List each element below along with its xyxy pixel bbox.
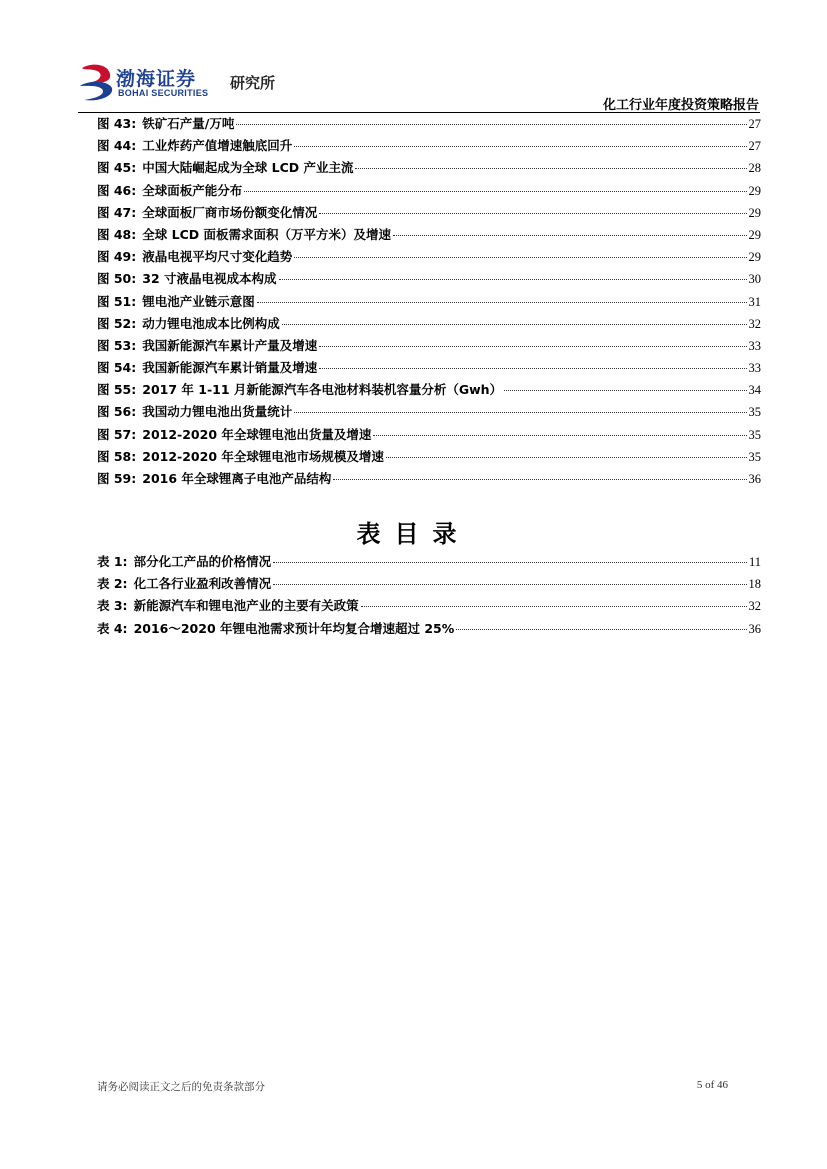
dot-leader	[294, 146, 746, 147]
logo-english-name: BOHAI SECURITIES	[118, 88, 209, 98]
figure-page-number: 35	[748, 405, 761, 420]
figure-entry[interactable]	[97, 136, 761, 158]
figure-number: 图 49:	[97, 249, 137, 265]
figure-page-number: 35	[748, 449, 761, 464]
figure-title: 铁矿石产量/万吨	[142, 116, 235, 131]
figure-number: 图 56:	[97, 404, 137, 420]
logo-institute: 研究所	[230, 74, 276, 92]
figure-title: 2016 年全球锂离子电池产品结构	[142, 471, 332, 486]
figure-number: 图 48:	[97, 226, 137, 242]
dot-leader	[282, 324, 747, 325]
figure-entry[interactable]	[97, 336, 761, 358]
figure-title: 全球 LCD 面板需求面积（万平方米）及增速	[142, 226, 391, 242]
figure-title: 动力锂电池成本比例构成	[142, 315, 280, 331]
figure-page-number: 29	[748, 183, 761, 198]
dot-leader	[236, 124, 746, 125]
dot-leader	[319, 213, 746, 214]
figure-title: 我国动力锂电池出货量统计	[142, 404, 293, 420]
report-title: 化工行业年度投资策略报告	[602, 98, 759, 113]
table-page-number: 18	[748, 577, 761, 592]
figure-title: 中国大陆崛起成为全球 LCD 产业主流	[142, 160, 354, 176]
figure-page-number: 29	[748, 205, 761, 220]
table-number: 表 2:	[97, 576, 128, 592]
figure-number: 图 46:	[97, 182, 137, 198]
figure-entry[interactable]	[97, 425, 761, 447]
figure-entry[interactable]	[97, 114, 761, 136]
page-indicator: 5 of 46	[696, 1079, 728, 1091]
figure-title: 锂电池产业链示意图	[142, 293, 255, 309]
dot-leader	[319, 346, 746, 347]
header-divider	[78, 112, 760, 113]
figure-number: 图 54:	[97, 360, 137, 376]
figure-list	[97, 114, 761, 491]
dot-leader	[319, 368, 746, 369]
figure-title: 全球面板厂商市场份额变化情况	[142, 204, 318, 220]
figure-page-number: 28	[748, 161, 761, 176]
table-page-number: 11	[748, 555, 761, 569]
figure-number: 图 53:	[97, 337, 137, 353]
disclaimer-note: 请务必阅读正文之后的免责条款部分	[97, 1081, 265, 1093]
figure-page-number: 27	[748, 117, 761, 131]
figure-title: 工业炸药产值增速触底回升	[142, 138, 293, 154]
table-title: 新能源汽车和锂电池产业的主要有关政策	[133, 598, 359, 614]
dot-leader	[504, 390, 746, 391]
figure-page-number: 27	[748, 139, 761, 154]
table-entry[interactable]	[97, 574, 761, 596]
figure-title: 我国新能源汽车累计产量及增速	[142, 337, 318, 353]
table-entry[interactable]	[97, 596, 761, 618]
figure-title: 我国新能源汽车累计销量及增速	[142, 360, 318, 376]
table-page-number: 36	[748, 621, 761, 636]
table-number: 表 4:	[97, 620, 128, 636]
dot-leader	[273, 562, 747, 563]
figure-entry[interactable]	[97, 380, 761, 402]
figure-number: 图 55:	[97, 382, 137, 398]
figure-title: 2012-2020 年全球锂电池出货量及增速	[142, 426, 372, 442]
figure-entry[interactable]	[97, 447, 761, 469]
figure-title: 2012-2020 年全球锂电池市场规模及增速	[142, 448, 384, 464]
dot-leader	[273, 584, 746, 585]
figure-page-number: 33	[748, 361, 761, 376]
figure-number: 图 58:	[97, 448, 137, 464]
figure-entry[interactable]	[97, 225, 761, 247]
dot-leader	[279, 279, 747, 280]
table-entry[interactable]	[97, 552, 761, 574]
logo-chinese-name: 渤海证券	[116, 68, 197, 90]
dot-leader	[244, 191, 746, 192]
figure-page-number: 34	[748, 383, 761, 398]
figure-entry[interactable]	[97, 247, 761, 269]
table-number: 表 1:	[97, 554, 128, 569]
table-list	[97, 552, 761, 641]
figure-page-number: 32	[748, 316, 761, 331]
dot-leader	[294, 412, 746, 413]
dot-leader	[393, 235, 747, 236]
figure-page-number: 36	[748, 472, 761, 486]
dot-leader	[361, 606, 747, 607]
figure-number: 图 47:	[97, 204, 137, 220]
figure-number: 图 50:	[97, 271, 137, 287]
dot-leader	[294, 257, 746, 258]
figure-entry[interactable]	[97, 314, 761, 336]
table-title: 部分化工产品的价格情况	[133, 554, 272, 569]
table-title: 2016～2020 年锂电池需求预计年均复合增速超过 25%	[133, 620, 455, 636]
figure-number: 图 52:	[97, 315, 137, 331]
dot-leader	[373, 435, 746, 436]
figure-page-number: 29	[748, 250, 761, 265]
figure-title: 液晶电视平均尺寸变化趋势	[142, 249, 293, 265]
table-page-number: 32	[748, 599, 761, 614]
figure-entry[interactable]	[97, 402, 761, 424]
figure-page-number: 31	[748, 294, 761, 309]
figure-entry[interactable]	[97, 358, 761, 380]
figure-number: 图 57:	[97, 426, 137, 442]
figure-number: 图 45:	[97, 160, 137, 176]
figure-page-number: 30	[748, 272, 761, 287]
figure-title: 2017 年 1-11 月新能源汽车各电池材料装机容量分析（Gwh）	[142, 382, 503, 398]
bohai-logo-icon	[78, 62, 114, 102]
figure-entry[interactable]	[97, 181, 761, 203]
table-number: 表 3:	[97, 598, 128, 614]
figure-number: 图 59:	[97, 471, 137, 486]
figure-number: 图 43:	[97, 116, 137, 131]
dot-leader	[355, 168, 746, 169]
dot-leader	[386, 457, 747, 458]
figure-title: 32 寸液晶电视成本构成	[142, 271, 277, 287]
figure-entry[interactable]	[97, 158, 761, 180]
figure-page-number: 35	[748, 427, 761, 442]
company-logo	[78, 62, 293, 104]
figure-page-number: 29	[748, 227, 761, 242]
table-title: 化工各行业盈利改善情况	[133, 576, 272, 592]
tables-section-title: 表目录	[356, 519, 471, 548]
figure-number: 图 44:	[97, 138, 137, 154]
dot-leader	[257, 302, 747, 303]
figure-page-number: 33	[748, 338, 761, 353]
figure-entry[interactable]	[97, 292, 761, 314]
table-entry[interactable]	[97, 619, 761, 641]
dot-leader	[456, 629, 746, 630]
figure-entry[interactable]	[97, 269, 761, 291]
figure-title: 全球面板产能分布	[142, 182, 243, 198]
figure-entry[interactable]	[97, 469, 761, 491]
figure-number: 图 51:	[97, 293, 137, 309]
dot-leader	[333, 479, 746, 480]
figure-entry[interactable]	[97, 203, 761, 225]
